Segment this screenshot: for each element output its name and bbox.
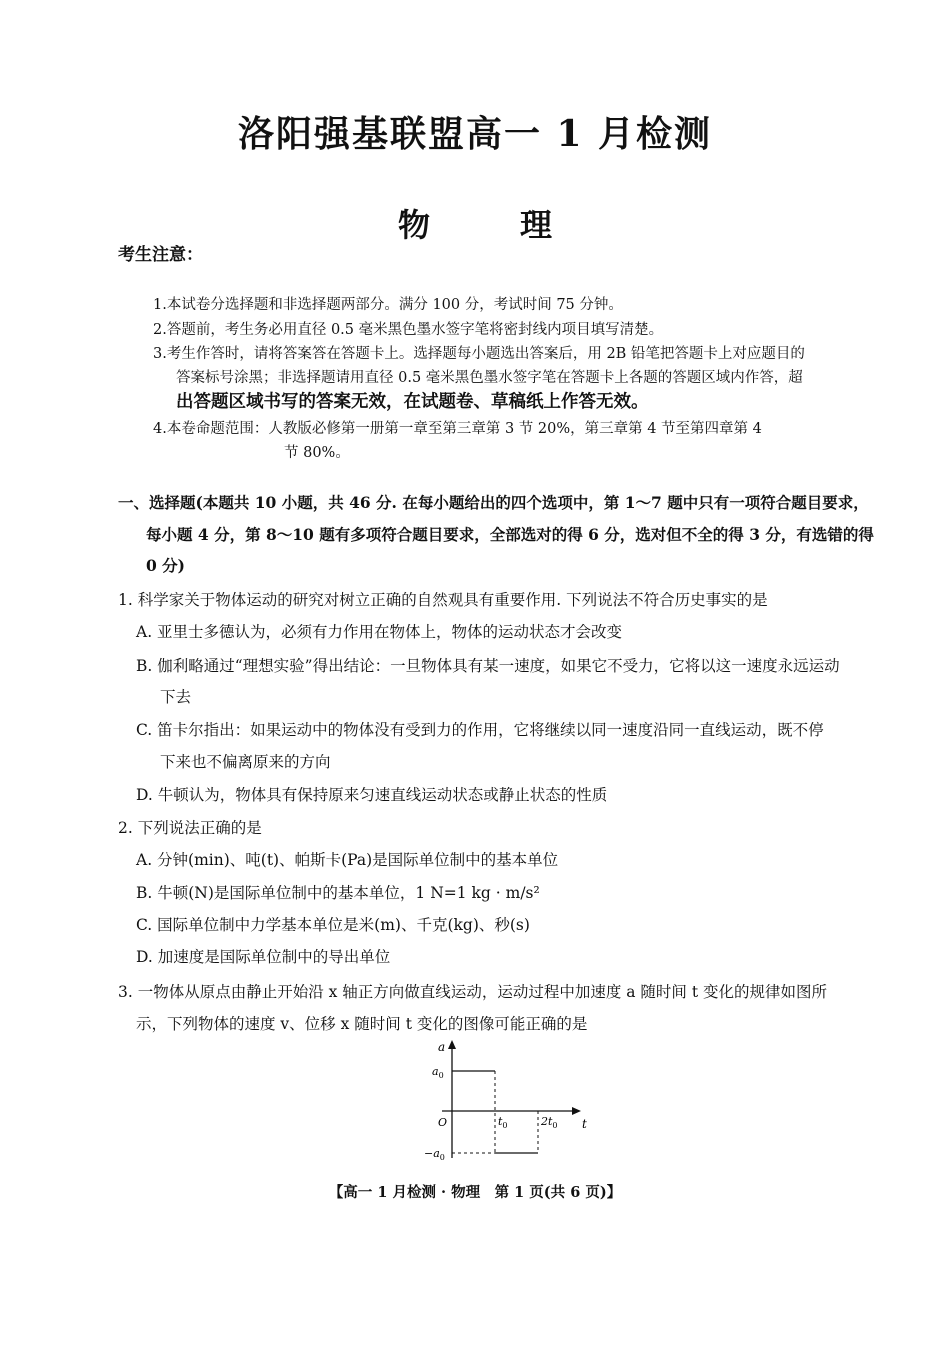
- notice-item-3a: 3.考生作答时，请将答案答在答题卡上。选择题每小题选出答案后，用 2B 铅笔把答题卡上对应题目的: [153, 346, 805, 362]
- x-axis-label: t: [582, 1117, 587, 1131]
- y-axis-label: a: [438, 1040, 446, 1054]
- y-axis-arrow: [448, 1040, 456, 1049]
- exam-title: 洛阳强基联盟高一 1 月检测: [237, 113, 713, 155]
- q1-option-b: B. 伽利略通过“理想实验”得出结论：一旦物体具有某一速度，如果它不受力，它将以这一速度永远运动: [136, 657, 840, 675]
- section-heading-1: 一、选择题(本题共 10 小题，共 46 分. 在每小题给出的四个选项中，第 1～7 题中只有一项符合题目要求，: [118, 493, 869, 512]
- q1-option-b-cont: 下去: [160, 688, 192, 706]
- q2-option-a: A. 分钟(min)、吨(t)、帕斯卡(Pa)是国际单位制中的基本单位: [136, 851, 559, 869]
- q3-stem-1: 3. 一物体从原点由静止开始沿 x 轴正方向做直线运动，运动过程中加速度 a 随时间 t 变化的规律如图所: [118, 983, 827, 1001]
- q1-option-c: C. 笛卡尔指出：如果运动中的物体没有受到力的作用，它将继续以同一速度沿同一直线运动，既不停: [136, 721, 824, 739]
- page-footer: 【高一 1 月检测 · 物理 第 1 页(共 6 页)】: [328, 1184, 622, 1201]
- section-heading-2: 每小题 4 分，第 8～10 题有多项符合题目要求，全部选对的得 6 分，选对但不全的得 3 分，有选错的得: [146, 525, 874, 544]
- notice-item-4b: 节 80%。: [284, 445, 350, 461]
- q1-stem: 1. 科学家关于物体运动的研究对树立正确的自然观具有重要作用. 下列说法不符合历史事实的是: [118, 591, 768, 609]
- q2-option-d: D. 加速度是国际单位制中的导出单位: [136, 948, 391, 966]
- subject-char-2: 理: [520, 206, 553, 244]
- notice-item-4a: 4.本卷命题范围：人教版必修第一册第一章至第三章第 3 节 20%，第三章第 4 节至第四章第 4: [153, 421, 762, 437]
- q1-option-a: A. 亚里士多德认为，必须有力作用在物体上，物体的运动状态才会改变: [136, 623, 623, 641]
- q3-stem-2: 示，下列物体的速度 v、位移 x 随时间 t 变化的图像可能正确的是: [136, 1015, 588, 1033]
- a0-label: $a_0$: [432, 1065, 444, 1080]
- q1-option-c-cont: 下来也不偏离原来的方向: [160, 753, 331, 771]
- q2-stem: 2. 下列说法正确的是: [118, 819, 262, 837]
- notice-item-3c: 出答题区域书写的答案无效，在试题卷、草稿纸上作答无效。: [176, 392, 649, 412]
- q2-option-b: B. 牛顿(N)是国际单位制中的基本单位，1 N=1 kg · m/s²: [136, 884, 540, 902]
- neg-a0-label: $-a_0$: [424, 1147, 445, 1162]
- acceleration-time-graph: [418, 1036, 588, 1166]
- notice-item-2: 2.答题前，考生务必用直径 0.5 毫米黑色墨水签字笔将密封线内项目填写清楚。: [153, 322, 664, 338]
- origin-label: O: [438, 1116, 448, 1129]
- q2-option-c: C. 国际单位制中力学基本单位是米(m)、千克(kg)、秒(s): [136, 916, 530, 934]
- q1-option-d: D. 牛顿认为，物体具有保持原来匀速直线运动状态或静止状态的性质: [136, 786, 608, 804]
- notice-heading: 考生注意：: [118, 245, 203, 265]
- notice-item-3b: 答案标号涂黑；非选择题请用直径 0.5 毫米黑色墨水签字笔在答题卡上各题的答题区域内作答，超: [176, 370, 803, 386]
- notice-item-1: 1.本试卷分选择题和非选择题两部分。满分 100 分，考试时间 75 分钟。: [153, 297, 623, 313]
- t0-label: $t_0$: [498, 1115, 508, 1130]
- 2t0-label: $2t_0$: [541, 1115, 558, 1130]
- x-axis-arrow: [572, 1107, 581, 1115]
- subject-char-1: 物: [397, 206, 430, 244]
- section-heading-3: 0 分): [146, 556, 186, 575]
